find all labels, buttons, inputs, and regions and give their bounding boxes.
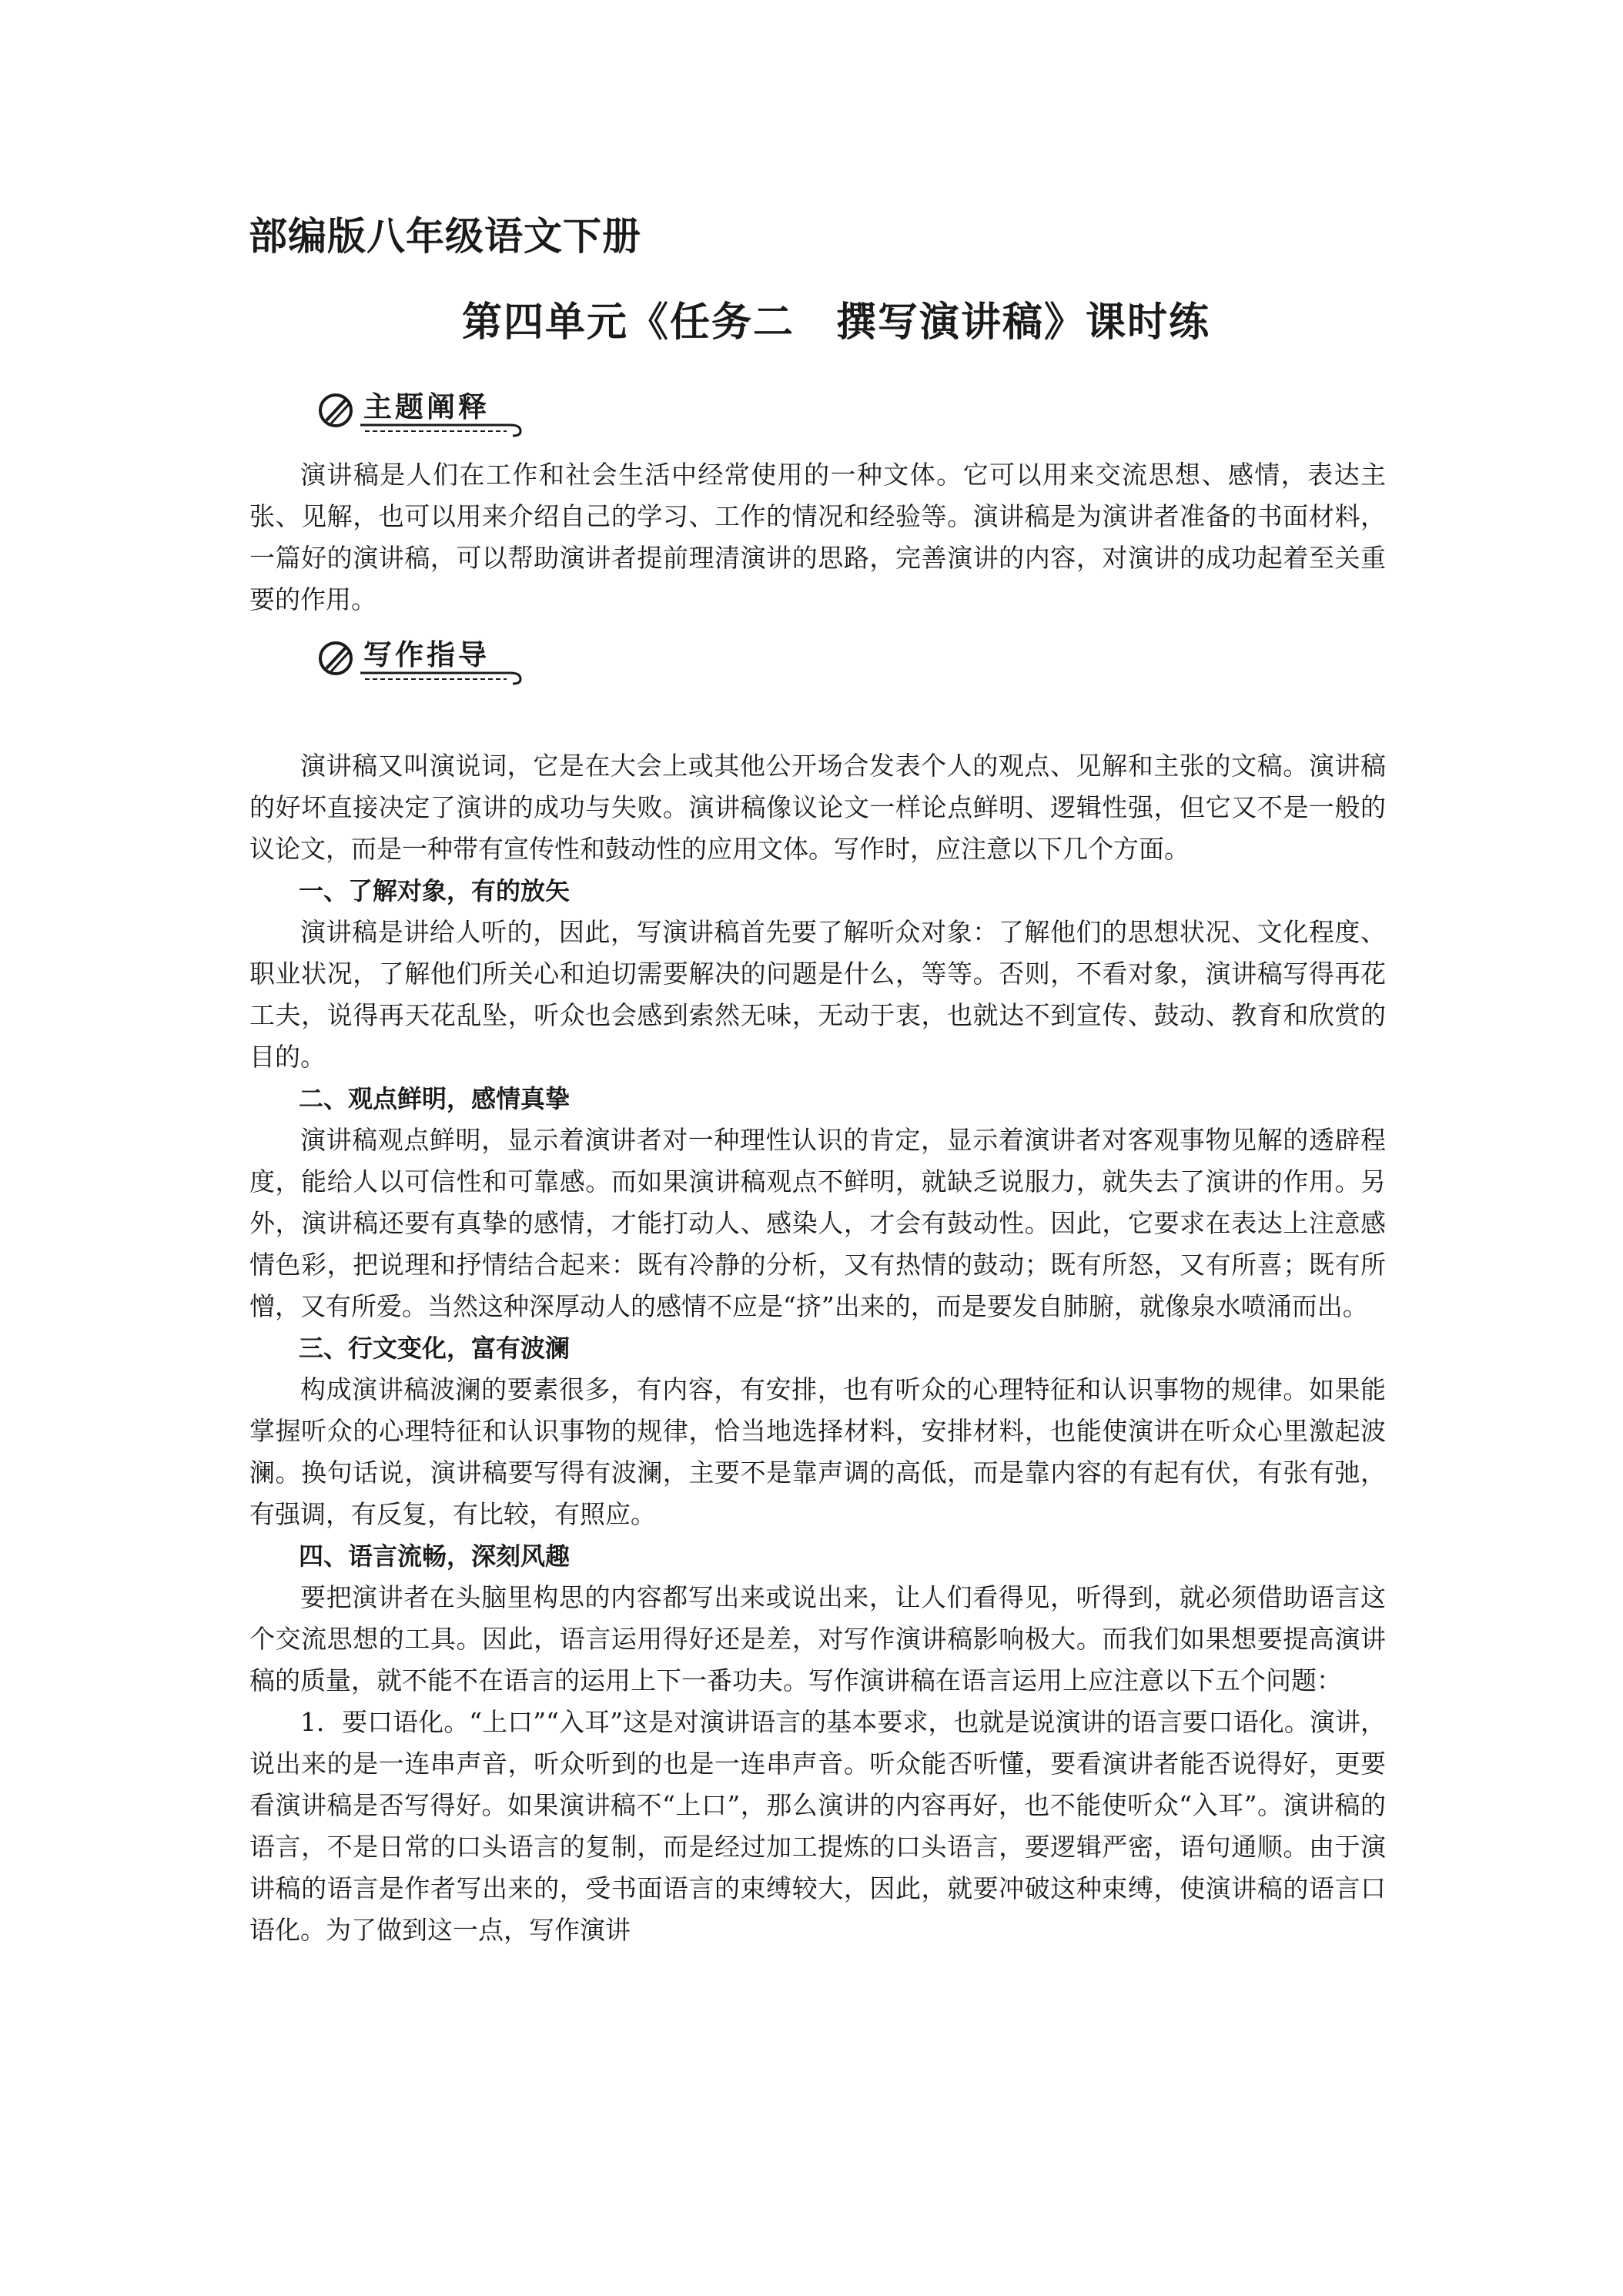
section-banner-writing-guide (314, 633, 530, 687)
theme-section-body (249, 454, 1386, 621)
subsection-heading: 二、观点鲜明，感情真挚 (299, 1084, 571, 1113)
section-banner-theme (314, 385, 530, 439)
subsection-heading: 四、语言流畅，深刻风趣 (299, 1541, 571, 1571)
section-heading: 写作指导 (363, 638, 490, 671)
document-title: 部编版八年级语文下册 (249, 214, 641, 259)
document-subtitle: 第四单元《任务二 撰写演讲稿》课时练 (462, 300, 1211, 346)
section-heading: 主题阐释 (363, 390, 490, 423)
subsection-heading: 一、了解对象，有的放矢 (299, 876, 571, 905)
paragraph: 演讲稿观点鲜明，显示着演讲者对一种理性认识的肯定，显示着演讲者对客观事物见解的透辟程度，能给人以可信性和可靠感。而如果演讲稿观点不鲜明，就缺乏说服力，就失去了演讲的作用。另外，演讲稿还要有真挚的感情，才能打动人、感染人，才会有鼓动性。因此，它要求在表达上注意感情色彩，把说理和抒情结合起来：既有冷静的分析，又有热情的鼓动；既有所怒，又有所喜；既有所憎，又有所爱。当然这种深厚动人的感情不应是“挤”出来的，而是要发自肺腑，就像泉水喷涌而出。 (249, 1125, 1386, 1321)
paragraph-intro: 演讲稿又叫演说词，它是在大会上或其他公开场合发表个人的观点、见解和主张的文稿。演讲稿的好坏直接决定了演讲的成功与失败。演讲稿像议论文一样论点鲜明、逻辑性强，但它又不是一般的议论文，而是一种带有宣传性和鼓动性的应用文体。写作时，应注意以下几个方面。 (249, 751, 1386, 864)
writing-guide-body (249, 745, 1386, 1951)
paragraph: 要把演讲者在头脑里构思的内容都写出来或说出来，让人们看得见，听得到，就必须借助语言这个交流思想的工具。因此，语言运用得好还是差，对写作演讲稿影响极大。而我们如果想要提高演讲稿的质量，就不能不在语言的运用上下一番功夫。写作演讲稿在语言运用上应注意以下五个问题： (249, 1582, 1386, 1695)
paragraph: 演讲稿是人们在工作和社会生活中经常使用的一种文体。它可以用来交流思想、感情，表达主张、见解，也可以用来介绍自己的学习、工作的情况和经验等。演讲稿是为演讲者准备的书面材料，一篇好的演讲稿，可以帮助演讲者提前理清演讲的思路，完善演讲的内容，对演讲的成功起着至关重要的作用。 (249, 460, 1386, 614)
paragraph: 演讲稿是讲给人听的，因此，写演讲稿首先要了解听众对象：了解他们的思想状况、文化程度、职业状况，了解他们所关心和迫切需要解决的问题是什么，等等。否则，不看对象，演讲稿写得再花工夫，说得再天花乱坠，听众也会感到索然无味，无动于衷，也就达不到宣传、鼓动、教育和欣赏的目的。 (249, 917, 1386, 1072)
list-item: 1．要口语化。“上口”“入耳”这是对演讲语言的基本要求，也就是说演讲的语言要口语化。演讲，说出来的是一连串声音，听众听到的也是一连串声音。听众能否听懂，要看演讲者能否说得好，更要看演讲稿是否写得好。如果演讲稿不“上口”，那么演讲的内容再好，也不能使听众“入耳”。演讲稿的语言，不是日常的口头语言的复制，而是经过加工提炼的口头语言，要逻辑严密，语句通顺。由于演讲稿的语言是作者写出来的，受书面语言的束缚较大，因此，就要冲破这种束缚，使演讲稿的语言口语化。为了做到这一点，写作演讲 (249, 1707, 1386, 1945)
subsection-heading: 三、行文变化，富有波澜 (299, 1334, 571, 1363)
paragraph: 构成演讲稿波澜的要素很多，有内容，有安排，也有听众的心理特征和认识事物的规律。如果能掌握听众的心理特征和认识事物的规律，恰当地选择材料，安排材料，也能使演讲在听众心里激起波澜。换句话说，演讲稿要写得有波澜，主要不是靠声调的高低，而是靠内容的有起有伏，有张有弛，有强调，有反复，有比较，有照应。 (249, 1374, 1386, 1529)
